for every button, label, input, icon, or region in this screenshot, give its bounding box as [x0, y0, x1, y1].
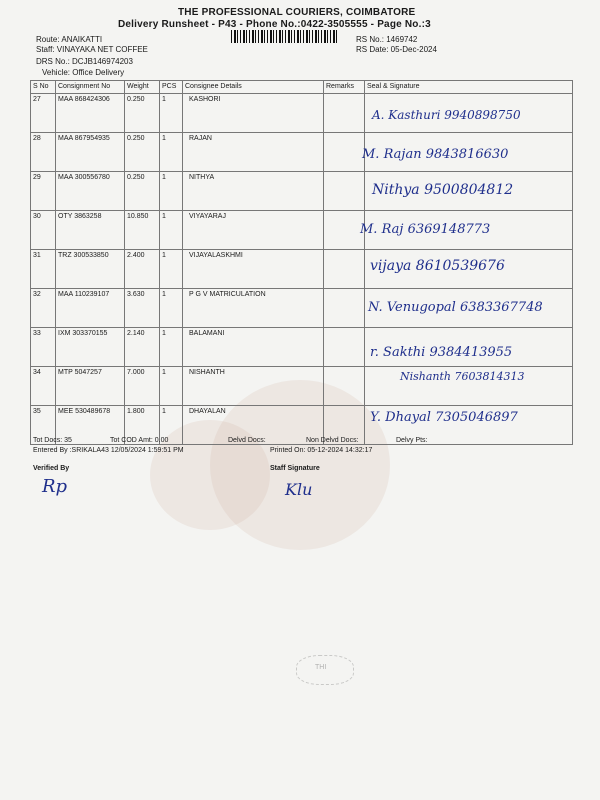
drs-number: DRS No.: DCJB146974203: [36, 57, 133, 66]
cell-consignee: P G V MATRICULATION: [183, 289, 324, 328]
cell-sno: 35: [31, 406, 56, 445]
handwritten-signature: M. Raj 6369148773: [360, 222, 491, 237]
table-row: [31, 211, 573, 250]
handwritten-signature: M. Rajan 9843816630: [362, 147, 509, 162]
col-weight: Weight: [125, 81, 160, 94]
cell-sno: 31: [31, 250, 56, 289]
cell-cno: MAA 868424306: [56, 94, 125, 133]
cell-pcs: 1: [160, 328, 183, 367]
col-consignee: Consignee Details: [183, 81, 324, 94]
cell-weight: 3.630: [125, 289, 160, 328]
cell-remarks: [324, 289, 365, 328]
runsheet-subtitle: Delivery Runsheet - P43 - Phone No.:0422-3505555 - Page No.:3: [118, 19, 431, 30]
cell-pcs: 1: [160, 94, 183, 133]
handwritten-signature: vijaya 8610539676: [370, 258, 505, 274]
cell-weight: 2.400: [125, 250, 160, 289]
cell-cno: TRZ 300533850: [56, 250, 125, 289]
col-sno: S No: [31, 81, 56, 94]
faint-stamp: [296, 655, 354, 685]
staff-text: Staff: VINAYAKA NET COFFEE: [36, 45, 148, 54]
handwritten-signature: A. Kasthuri 9940898750: [372, 108, 521, 122]
cell-remarks: [324, 211, 365, 250]
cell-remarks: [324, 172, 365, 211]
cell-remarks: [324, 328, 365, 367]
cell-cno: OTY 3863258: [56, 211, 125, 250]
vehicle-text: Vehicle: Office Delivery: [42, 68, 125, 77]
company-title: THE PROFESSIONAL COURIERS, COIMBATORE: [178, 7, 416, 18]
printed-on: Printed On: 05-12-2024 14:32:17: [270, 447, 373, 454]
cell-weight: 1.800: [125, 406, 160, 445]
cell-sno: 28: [31, 133, 56, 172]
cell-weight: 0.250: [125, 133, 160, 172]
cell-pcs: 1: [160, 289, 183, 328]
cell-sno: 29: [31, 172, 56, 211]
cell-remarks: [324, 367, 365, 406]
cell-sno: 32: [31, 289, 56, 328]
entered-by: Entered By :SRIKALA43 12/05/2024 1:59:51 PM: [33, 447, 184, 454]
cell-consignee: BALAMANI: [183, 328, 324, 367]
cell-consignee: DHAYALAN: [183, 406, 324, 445]
rs-number: RS No.: 1469742: [356, 35, 418, 44]
table-header-row: [31, 81, 573, 94]
cell-consignee: VIYAYARAJ: [183, 211, 324, 250]
col-consignment: Consignment No: [56, 81, 125, 94]
non-delivered-docs: Non Delvd Docs:: [306, 437, 359, 444]
cell-consignee: NITHYA: [183, 172, 324, 211]
rs-date: RS Date: 05-Dec-2024: [356, 45, 437, 54]
stamp-text: THI: [315, 664, 327, 671]
cell-weight: 2.140: [125, 328, 160, 367]
barcode: [231, 30, 339, 43]
cell-consignee: NISHANTH: [183, 367, 324, 406]
total-cod: Tot COD Amt: 0.00: [110, 437, 169, 444]
staff-signature: Klu: [285, 480, 313, 499]
col-pcs: PCS: [160, 81, 183, 94]
total-docs: Tot Docs: 35: [33, 437, 72, 444]
cell-cno: MAA 867954935: [56, 133, 125, 172]
cell-pcs: 1: [160, 406, 183, 445]
cell-weight: 0.250: [125, 94, 160, 133]
handwritten-signature: Y. Dhayal 7305046897: [370, 410, 518, 425]
cell-consignee: KASHORI: [183, 94, 324, 133]
delivery-points: Delvy Pts:: [396, 437, 428, 444]
cell-weight: 7.000: [125, 367, 160, 406]
verified-signature: Rp: [42, 476, 68, 497]
cell-pcs: 1: [160, 133, 183, 172]
cell-cno: MTP 5047257: [56, 367, 125, 406]
cell-pcs: 1: [160, 172, 183, 211]
cell-sno: 34: [31, 367, 56, 406]
cell-remarks: [324, 94, 365, 133]
col-signature: Seal & Signature: [365, 81, 573, 94]
cell-remarks: [324, 133, 365, 172]
cell-weight: 10.850: [125, 211, 160, 250]
cell-sno: 30: [31, 211, 56, 250]
cell-cno: MEE 530489678: [56, 406, 125, 445]
handwritten-signature: Nithya 9500804812: [372, 182, 514, 198]
cell-cno: IXM 303370155: [56, 328, 125, 367]
delivered-docs: Delvd Docs:: [228, 437, 266, 444]
cell-pcs: 1: [160, 211, 183, 250]
handwritten-signature: N. Venugopal 6383367748: [368, 300, 543, 315]
cell-weight: 0.250: [125, 172, 160, 211]
route-text: Route: ANAIKATTI: [36, 35, 103, 44]
cell-pcs: 1: [160, 367, 183, 406]
verified-by-label: Verified By: [33, 465, 70, 472]
cell-sno: 27: [31, 94, 56, 133]
staff-signature-label: Staff Signature: [270, 465, 320, 472]
cell-sno: 33: [31, 328, 56, 367]
cell-cno: MAA 110239107: [56, 289, 125, 328]
cell-consignee: VIJAYALASKHMI: [183, 250, 324, 289]
cell-cno: MAA 300556780: [56, 172, 125, 211]
cell-consignee: RAJAN: [183, 133, 324, 172]
handwritten-signature: r. Sakthi 9384413955: [370, 345, 513, 360]
cell-pcs: 1: [160, 250, 183, 289]
cell-remarks: [324, 250, 365, 289]
col-remarks: Remarks: [324, 81, 365, 94]
handwritten-signature: Nishanth 7603814313: [400, 370, 525, 383]
